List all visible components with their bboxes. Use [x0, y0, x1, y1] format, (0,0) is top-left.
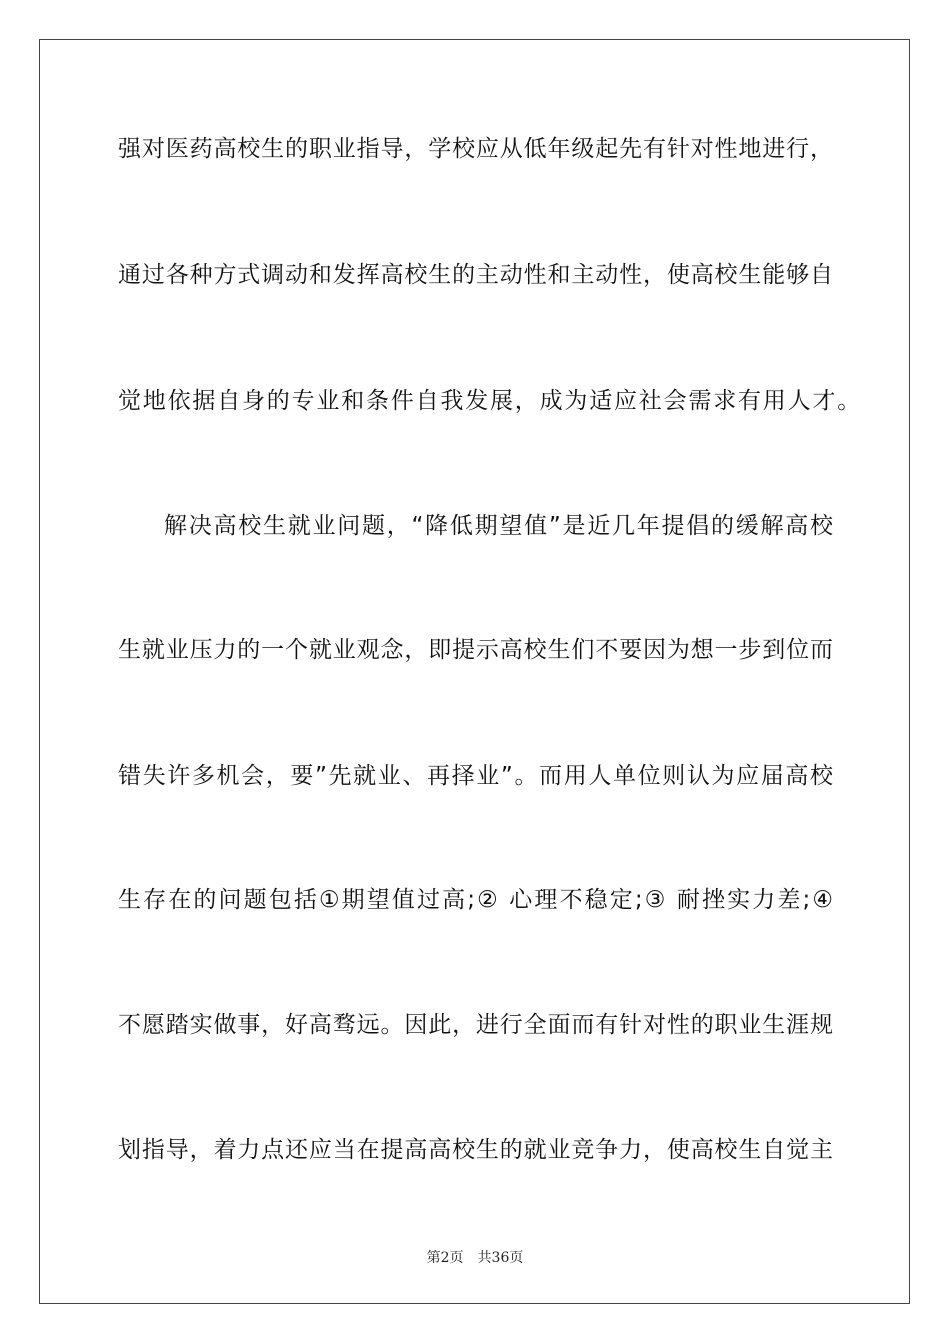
page-border: [39, 39, 910, 1304]
body-line-1: 强对医药高校生的职业指导，学校应从低年级起先有针对性地进行，: [118, 136, 833, 162]
body-line-6: 错失许多机会，要”先就业、再择业”。而用人单位则认为应届高校: [118, 763, 833, 789]
page-footer: [0, 1247, 950, 1267]
body-line-5: 生就业压力的一个就业观念，即提示高校生们不要因为想一步到位而: [118, 637, 833, 663]
body-line-3: 觉地依据自身的专业和条件自我发展，成为适应社会需求有用人才。: [118, 388, 862, 414]
body-line-2: 通过各种方式调动和发挥高校生的主动性和主动性，使高校生能够自: [118, 262, 833, 288]
page-total: 共36页: [477, 1250, 524, 1266]
body-line-7: 生存在的问题包括①期望值过高;② 心理不稳定;③ 耐挫实力差;④: [118, 887, 833, 913]
page-number: 第2页: [426, 1250, 464, 1266]
body-line-8: 不愿踏实做事，好高骛远。因此，进行全面而有针对性的职业生涯规: [118, 1012, 833, 1038]
paragraph-2-line-1: 解决高校生就业问题，“降低期望值”是近几年提倡的缓解高校: [164, 513, 833, 539]
body-line-9: 划指导，着力点还应当在提高高校生的就业竞争力，使高校生自觉主: [118, 1137, 833, 1163]
